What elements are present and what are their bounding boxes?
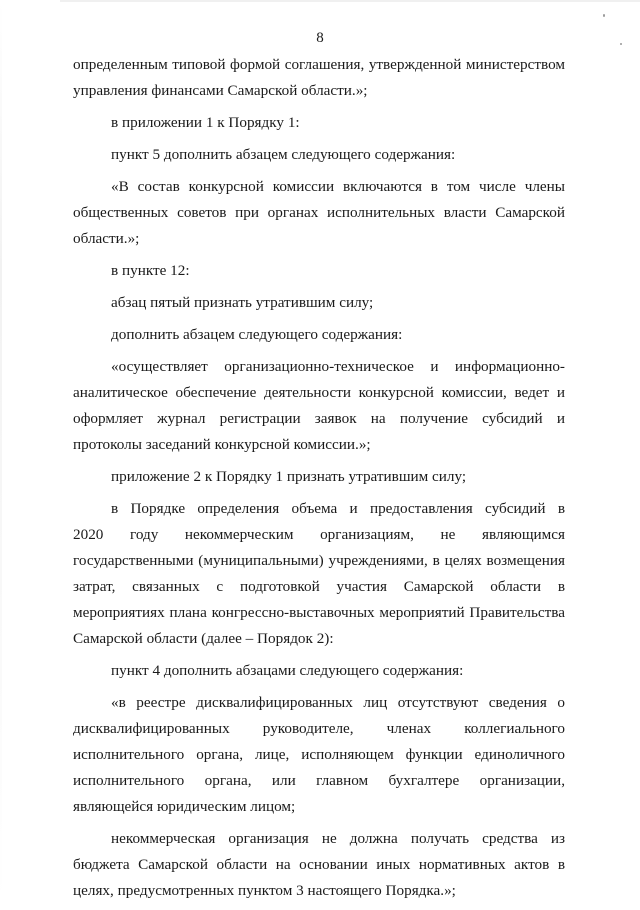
text-line: мероприятиях плана конгрессно-выставочных мероприятий Правительства [73, 604, 565, 621]
text-line: «осуществляет организационно-техническое и информационно- [111, 358, 565, 375]
paragraph-quote-support [73, 354, 565, 458]
text-line: исполнительного органа, лице, исполняющем функции единоличного [73, 746, 565, 763]
text-line: являющейся юридическим лицом; [73, 798, 296, 815]
paragraph-procedure-2 [73, 496, 565, 652]
text-line: определенным типовой формой соглашения, утвержденной министерством [73, 56, 565, 73]
text-line: «в реестре дисквалифицированных лиц отсутствуют сведения о [111, 694, 565, 711]
page-number: 8 [316, 30, 324, 46]
document-body [73, 52, 565, 910]
scan-left-edge [0, 0, 2, 905]
paragraph-budget-funds [73, 826, 565, 904]
text-line: некоммерческая организация не должна получать средства из [111, 830, 565, 847]
paragraph-item-12: в пункте 12: [111, 262, 190, 279]
text-line: области.»; [73, 230, 140, 247]
text-line: аналитическое обеспечение деятельности конкурсной комиссии, ведет и [73, 384, 565, 401]
text-line: государственными (муниципальными) учреждениями, в целях возмещения [73, 552, 565, 569]
paragraph-quote-commission [73, 174, 565, 252]
text-line: протоколы заседаний конкурсной комиссии.»; [73, 436, 371, 453]
paragraph-item-4: пункт 4 дополнить абзацами следующего содержания: [111, 662, 464, 679]
text-line: общественных советов при органах исполнительных власти Самарской [73, 204, 565, 221]
text-line: «В состав конкурсной комиссии включаются в том числе члены [111, 178, 565, 195]
scan-top-edge [60, 0, 640, 2]
text-line: Самарской области (далее – Порядок 2): [73, 630, 334, 647]
paragraph-continuation [73, 52, 565, 104]
paragraph-appendix-1: в приложении 1 к Порядку 1: [111, 114, 300, 131]
text-line: затрат, связанных с подготовкой участия Самарской области в [73, 578, 565, 595]
text-line: в Порядке определения объема и предоставления субсидий в [111, 500, 565, 517]
text-line: бюджета Самарской области на основании иных нормативных актов в [73, 856, 565, 873]
text-line: управления финансами Самарской области.»; [73, 82, 368, 99]
text-line: 2020 году некоммерческим организациям, не являющимся [73, 526, 565, 543]
paragraph-item-5: пункт 5 дополнить абзацем следующего содержания: [111, 146, 456, 163]
text-line: дисквалифицированных руководителе, членах коллегиального [73, 720, 565, 737]
paragraph-appendix-2-void: приложение 2 к Порядку 1 признать утратившим силу; [111, 468, 467, 485]
text-line: целях, предусмотренных пунктом 3 настоящего Порядка.»; [73, 882, 456, 899]
paragraph-quote-disqualified [73, 690, 565, 820]
text-line: оформляет журнал регистрации заявок на получение субсидий и [73, 410, 565, 427]
text-line: исполнительного органа, или главном бухгалтере организации, [73, 772, 565, 789]
paragraph-fifth-void: абзац пятый признать утратившим силу; [111, 294, 374, 311]
paragraph-add-clause: дополнить абзацем следующего содержания: [111, 326, 403, 343]
scan-speck [603, 14, 605, 17]
